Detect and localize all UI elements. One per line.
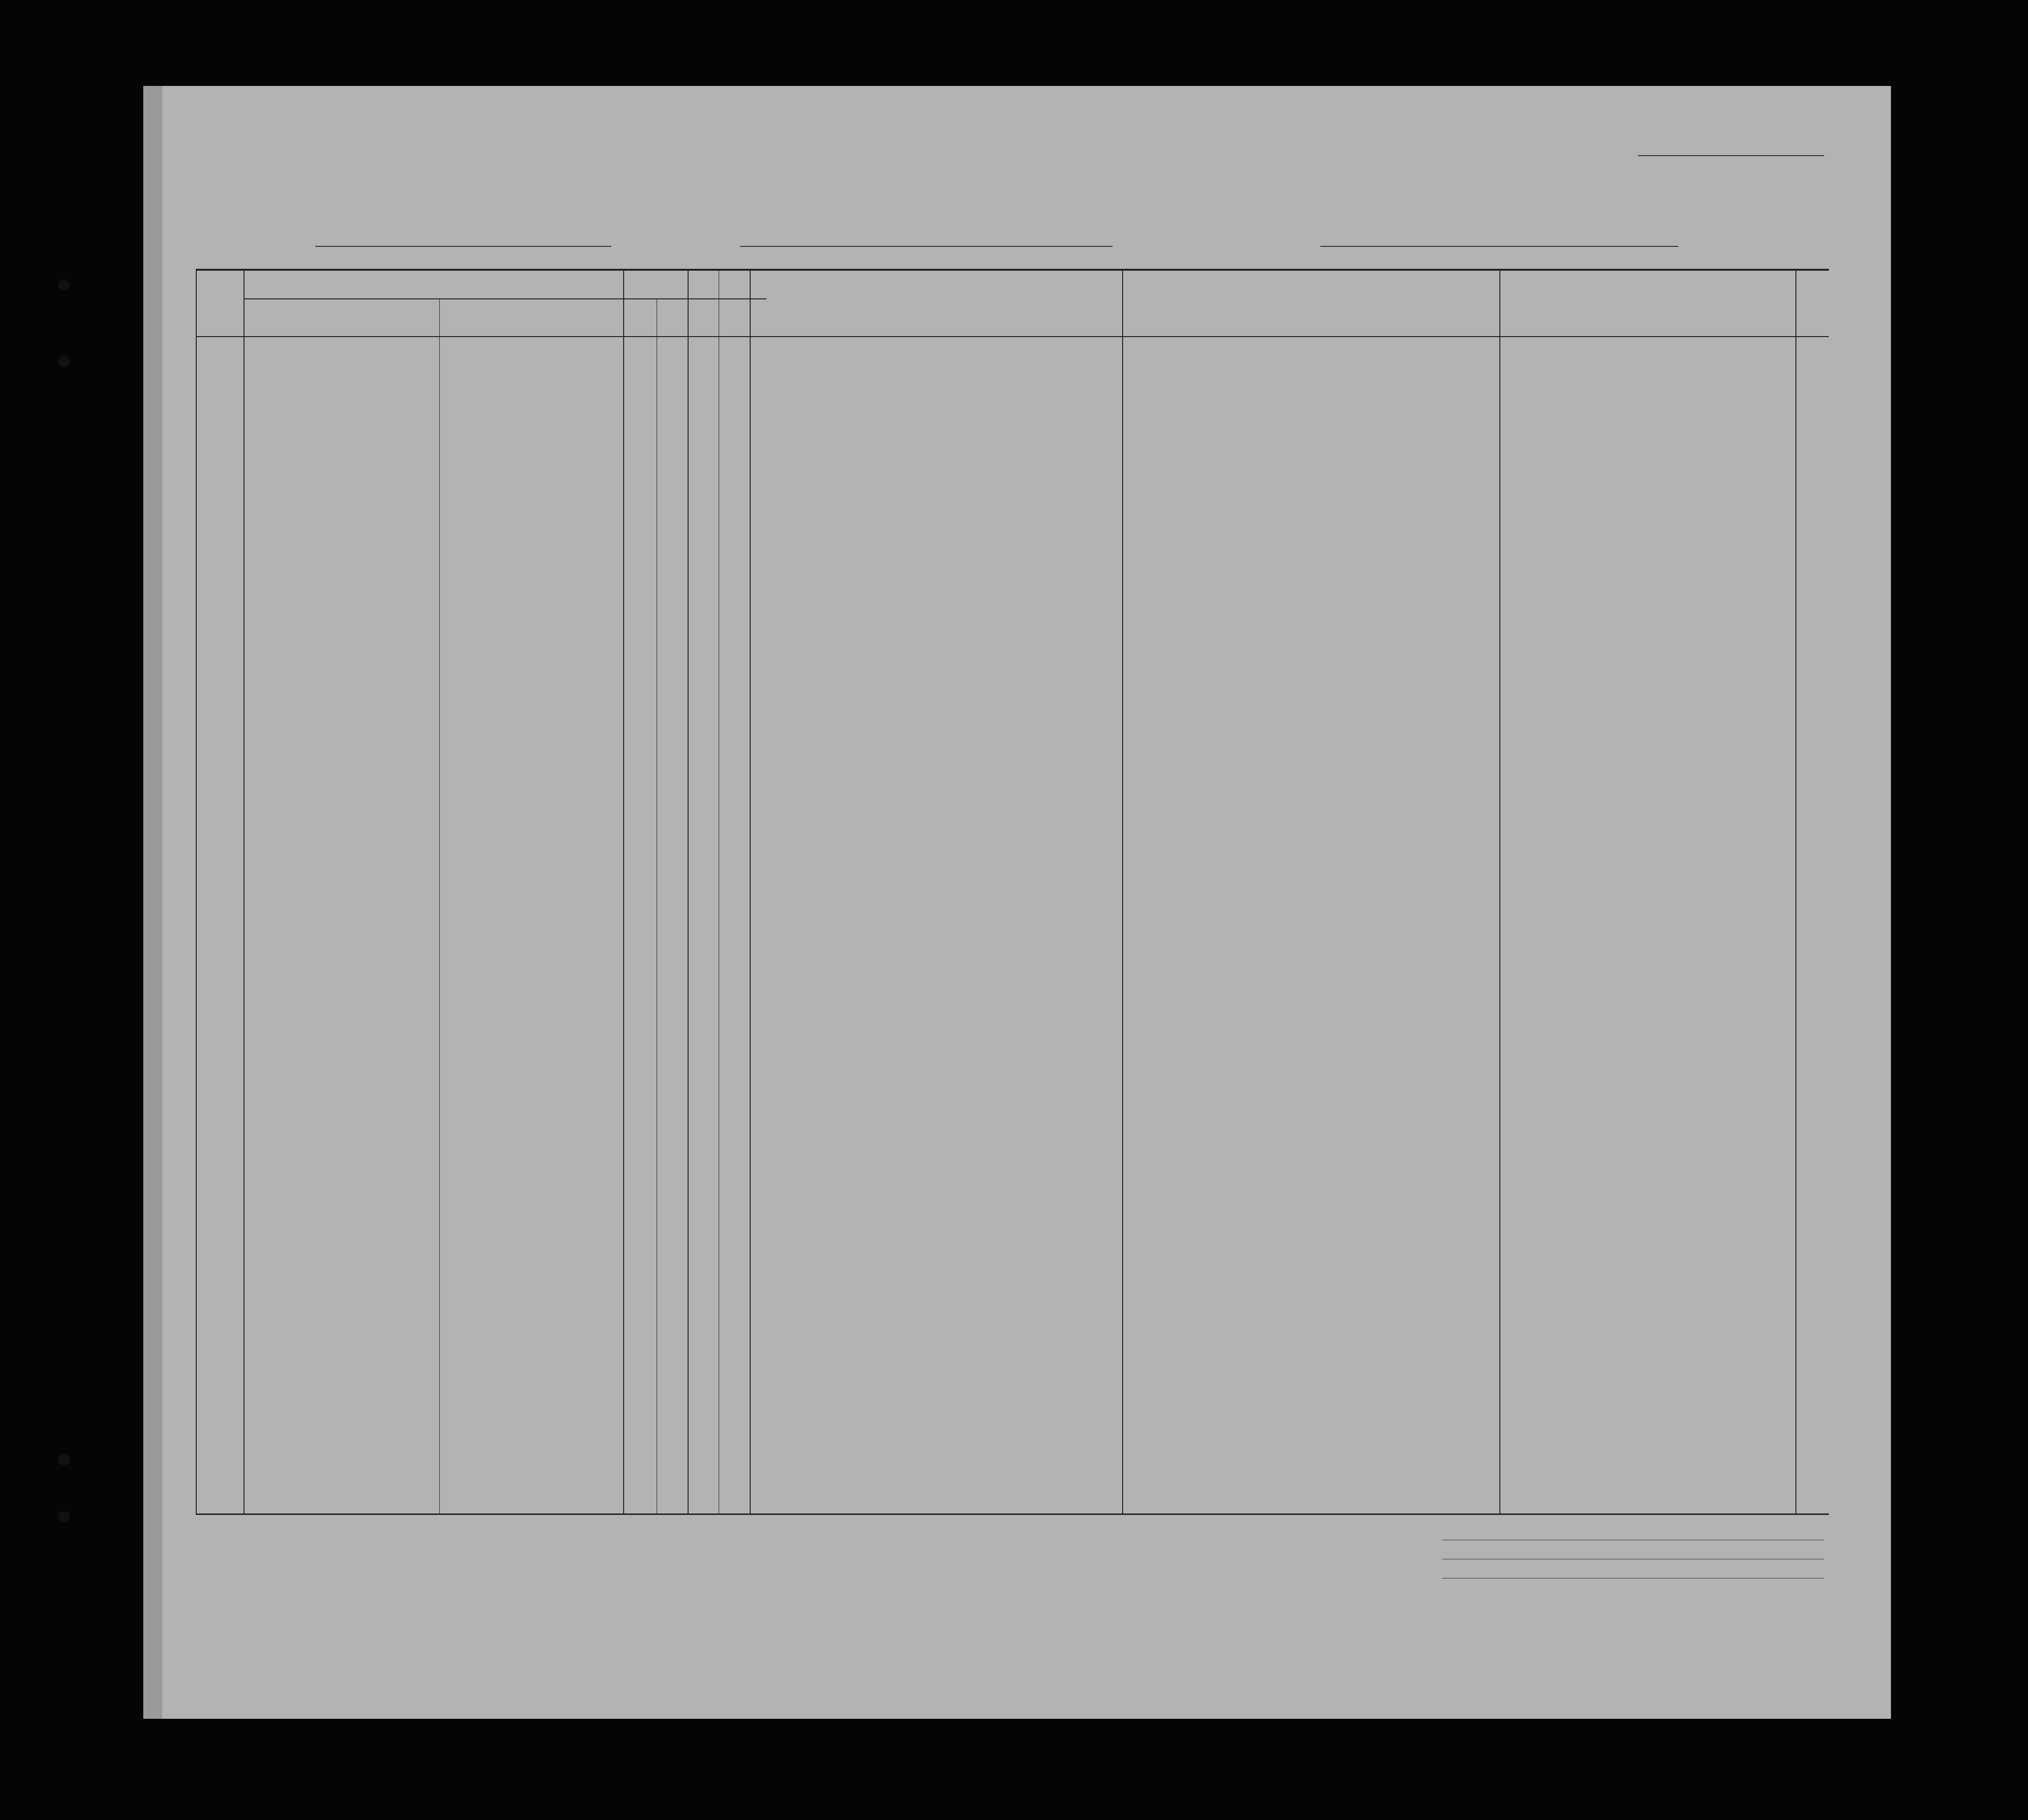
sailing-line	[740, 246, 1113, 247]
col-divider	[439, 298, 440, 1515]
ship-line	[315, 246, 611, 247]
number-line	[1638, 155, 1824, 156]
page-left-edge	[143, 86, 162, 1719]
col-divider	[1122, 269, 1123, 1515]
table-top-rule	[196, 269, 1829, 271]
header-bottom-rule	[196, 336, 1829, 337]
binder-hole	[58, 279, 70, 291]
col-divider	[196, 269, 197, 1515]
table-bottom-rule	[196, 1513, 1829, 1515]
arriving-line	[1320, 246, 1678, 247]
col-divider	[623, 269, 624, 1515]
col-divider	[1499, 269, 1500, 1515]
binder-hole	[58, 1454, 70, 1465]
manifest-page	[143, 86, 1891, 1719]
col-divider	[1795, 269, 1796, 1515]
binder-hole	[58, 1511, 70, 1523]
col-divider	[750, 269, 751, 1515]
col-divider	[688, 269, 689, 1515]
binder-hole	[58, 356, 70, 367]
